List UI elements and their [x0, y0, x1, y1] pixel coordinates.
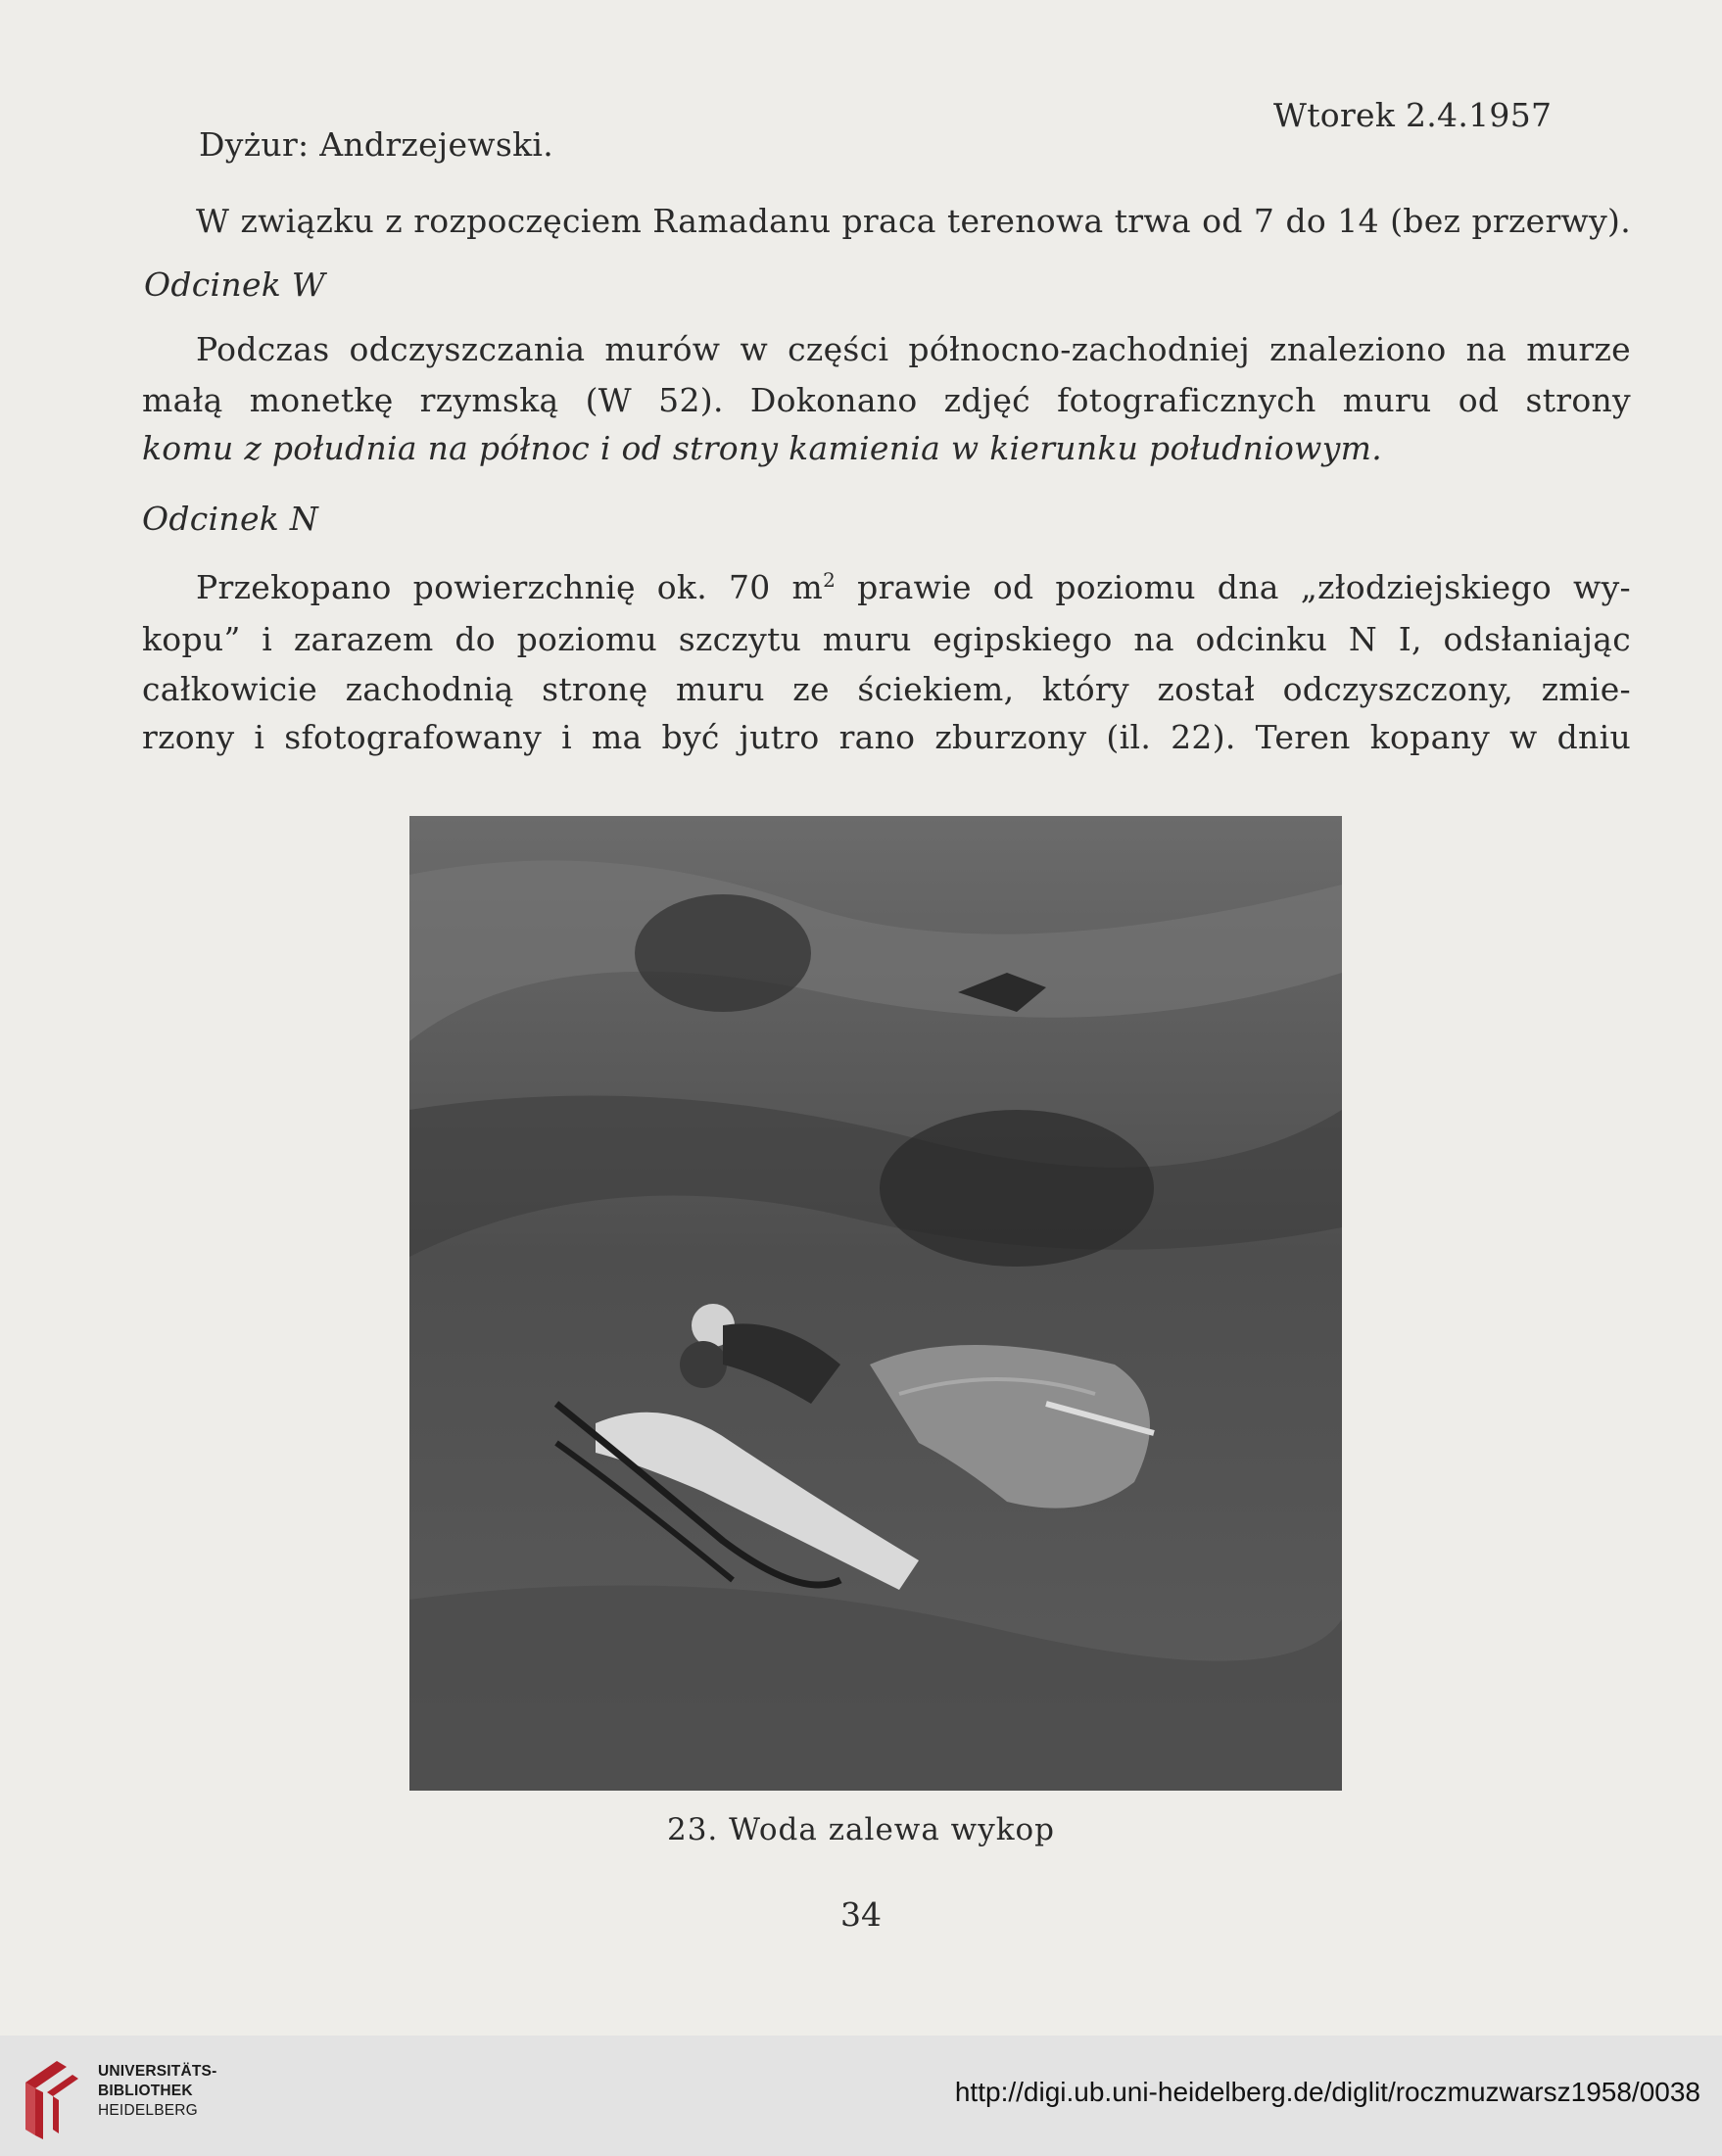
excavation-photo	[409, 816, 1342, 1791]
duty-line: Dyżur: Andrzejewski.	[199, 125, 554, 164]
page-date: Wtorek 2.4.1957	[1273, 96, 1553, 134]
photo-illustration	[409, 816, 1342, 1791]
library-name	[98, 2062, 216, 2121]
intro-paragraph: W związku z rozpoczęciem Ramadanu praca terenowa trwa od 7 do 14 (bez przerwy).	[196, 202, 1631, 240]
section-w-line-2: małą monetkę rzymską (W 52). Dokonano zdjęć fotograficznych muru od strony	[142, 381, 1631, 419]
section-n-line-4: rzony i sfotografowany i ma być jutro rano zburzony (il. 22). Teren kopany w dniu	[142, 718, 1631, 756]
figure-caption: 23. Woda zalewa wykop	[666, 1812, 1056, 1847]
library-name-line-1: UNIVERSITÄTS-	[98, 2063, 217, 2080]
section-w-line-3-italic: komu z południa na północ i od strony kamienia w kierunku południowym.	[142, 429, 1383, 467]
superscript-two: 2	[823, 568, 837, 592]
section-n-line-1-a: Przekopano powierzchnię ok. 70 m	[196, 568, 824, 606]
section-n-line-2: kopu” i zarazem do poziomu szczytu muru egipskiego na odcinku N I, odsłaniając	[142, 620, 1631, 658]
section-heading-w: Odcinek W	[144, 265, 326, 304]
page-number: 34	[840, 1895, 882, 1934]
library-name-line-3: HEIDELBERG	[98, 2102, 198, 2119]
university-library-logo-icon	[18, 2053, 88, 2141]
section-n-line-3: całkowicie zachodnią stronę muru ze ściekiem, który został odczyszczony, zmie-	[142, 670, 1631, 708]
section-w-line-1: Podczas odczyszczania murów w części północno-zachodniej znaleziono na murze	[196, 330, 1631, 368]
section-n-line-1-b: prawie od poziomu dna „złodziejskiego wy-	[836, 568, 1631, 606]
section-heading-n: Odcinek N	[142, 500, 319, 538]
section-w-line-3	[142, 429, 1382, 467]
library-footer	[0, 2036, 1722, 2156]
source-url-link[interactable]: http://digi.ub.uni-heidelberg.de/diglit/roczmuzwarsz1958/0038	[954, 2077, 1700, 2107]
section-n-line-1	[196, 568, 1631, 606]
library-name-line-2: BIBLIOTHEK	[98, 2083, 193, 2099]
